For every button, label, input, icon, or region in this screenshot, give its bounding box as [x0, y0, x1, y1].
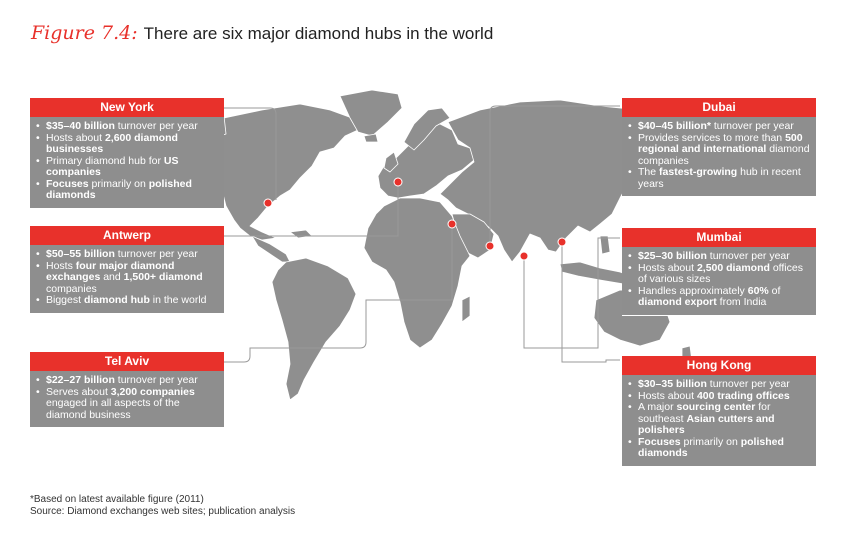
hub-name: Hong Kong — [622, 356, 816, 375]
marker-mumbai — [520, 252, 528, 260]
hub-bullet — [638, 263, 810, 286]
iceland-landmass — [364, 134, 378, 142]
bullet-text: Hosts about — [638, 389, 697, 402]
bullet-text: turnover per year — [706, 378, 790, 390]
bullet-text: Hosts — [46, 259, 76, 272]
bullet-bold-text: $40–45 billion* — [638, 120, 711, 132]
hub-bullet — [638, 402, 810, 437]
bullet-bold-text: Focuses — [638, 435, 681, 448]
figure-label: Figure 7.4: — [31, 22, 138, 44]
hub-name: New York — [30, 98, 224, 117]
bullet-bold-text: Focuses — [46, 177, 89, 190]
central-america-landmass — [252, 236, 290, 262]
bullet-text: offices of various sizes — [638, 261, 803, 285]
hub-name: Dubai — [622, 98, 816, 117]
bullet-text: The — [638, 166, 660, 178]
bullet-text: Biggest — [46, 294, 84, 306]
hub-card-tel-aviv — [30, 352, 224, 428]
hub-card-new-york — [30, 98, 224, 209]
bullet-text: Provides services to more than — [638, 131, 786, 144]
hub-card-mumbai — [622, 228, 816, 316]
marker-hong-kong — [558, 238, 566, 246]
hub-bullets — [30, 245, 224, 313]
hub-bullet — [46, 133, 218, 156]
bullet-bold-text: 500 regional and international — [638, 131, 803, 155]
source-line: Source: Diamond exchanges web sites; publication analysis — [30, 506, 296, 517]
hub-bullets — [30, 371, 224, 427]
bullet-text: turnover per year — [114, 120, 198, 132]
bullet-text: engaged in all aspects of the diamond business — [46, 397, 180, 421]
marker-antwerp — [394, 178, 402, 186]
bullet-text: turnover per year — [114, 248, 198, 260]
marker-dubai — [486, 242, 494, 250]
caribbean-islands — [290, 230, 312, 238]
bullet-bold-text: diamond export — [638, 296, 717, 308]
hub-name: Mumbai — [622, 228, 816, 247]
hub-bullet — [46, 261, 218, 296]
bullet-bold-text: 1,500+ diamond — [123, 271, 203, 283]
hub-bullets — [622, 375, 816, 466]
bullet-bold-text: US companies — [46, 154, 179, 178]
hub-card-antwerp — [30, 226, 224, 314]
hub-name: Antwerp — [30, 226, 224, 245]
bullet-text: from India — [716, 296, 767, 308]
bullet-bold-text: four major diamond exchanges — [46, 259, 175, 283]
bullet-bold-text: diamond hub — [83, 294, 150, 306]
bullet-text: Primary diamond hub for — [46, 154, 164, 167]
bullet-bold-text: $30–35 billion — [638, 378, 707, 390]
hub-bullet — [46, 156, 218, 179]
south-america-landmass — [272, 258, 356, 400]
bullet-text: A major — [638, 401, 677, 413]
bullet-text: turnover per year — [710, 120, 794, 132]
figure-title-text: There are six major diamond hubs in the world — [143, 24, 494, 43]
bullet-text: Hosts about — [46, 131, 105, 144]
philippines-islands — [600, 236, 610, 254]
bullet-text: and — [100, 271, 124, 283]
bullet-text: primarily on — [88, 177, 149, 190]
hub-bullet — [46, 179, 218, 202]
hub-bullet — [46, 387, 218, 422]
bullet-bold-text: 2,500 diamond — [696, 261, 770, 274]
bullet-bold-text: sourcing center — [676, 401, 756, 413]
hub-name: Tel Aviv — [30, 352, 224, 371]
bullet-text: of — [768, 284, 781, 297]
bullet-text: companies — [46, 282, 97, 295]
bullet-bold-text: polished diamonds — [638, 435, 784, 459]
bullet-bold-text: polished diamonds — [46, 177, 192, 201]
hub-bullets — [622, 117, 816, 196]
bullet-text: primarily on — [680, 435, 741, 448]
bullet-bold-text: $25–30 billion — [638, 250, 707, 262]
madagascar-landmass — [462, 296, 470, 322]
hub-bullet — [638, 286, 810, 309]
marker-new-york — [264, 199, 272, 207]
bullet-text: in the world — [149, 294, 207, 306]
bullet-text: hub in recent years — [638, 166, 801, 190]
bullet-bold-text: Asian cutters and polishers — [638, 412, 775, 436]
figure-notes — [30, 494, 295, 518]
bullet-bold-text: $35–40 billion — [46, 120, 115, 132]
hub-bullet — [46, 295, 218, 307]
bullet-text: diamond companies — [638, 143, 810, 167]
bullet-text: turnover per year — [706, 250, 790, 262]
footnote: *Based on latest available figure (2011) — [30, 494, 204, 505]
hub-bullet — [638, 167, 810, 190]
bullet-bold-text: $50–55 billion — [46, 248, 115, 260]
hub-bullets — [30, 117, 224, 208]
hub-bullet — [638, 437, 810, 460]
hub-card-hong-kong — [622, 356, 816, 467]
hub-card-dubai — [622, 98, 816, 197]
hub-bullet — [638, 133, 810, 168]
bullet-bold-text: 2,600 diamond businesses — [46, 131, 178, 155]
north-america-landmass — [206, 104, 358, 240]
bullet-text: Handles approximately — [638, 284, 748, 297]
hub-bullets — [622, 247, 816, 315]
bullet-text: turnover per year — [114, 374, 198, 386]
bullet-text: Serves about — [46, 385, 111, 398]
bullet-bold-text: $22–27 billion — [46, 374, 115, 386]
bullet-bold-text: 400 trading offices — [696, 389, 790, 402]
bullet-bold-text: 60% — [747, 284, 769, 297]
bullet-text: for southeast — [638, 401, 771, 425]
bullet-bold-text: 3,200 companies — [110, 385, 195, 398]
bullet-text: Hosts about — [638, 261, 697, 274]
marker-tel-aviv — [448, 220, 456, 228]
bullet-bold-text: fastest-growing — [659, 166, 738, 178]
